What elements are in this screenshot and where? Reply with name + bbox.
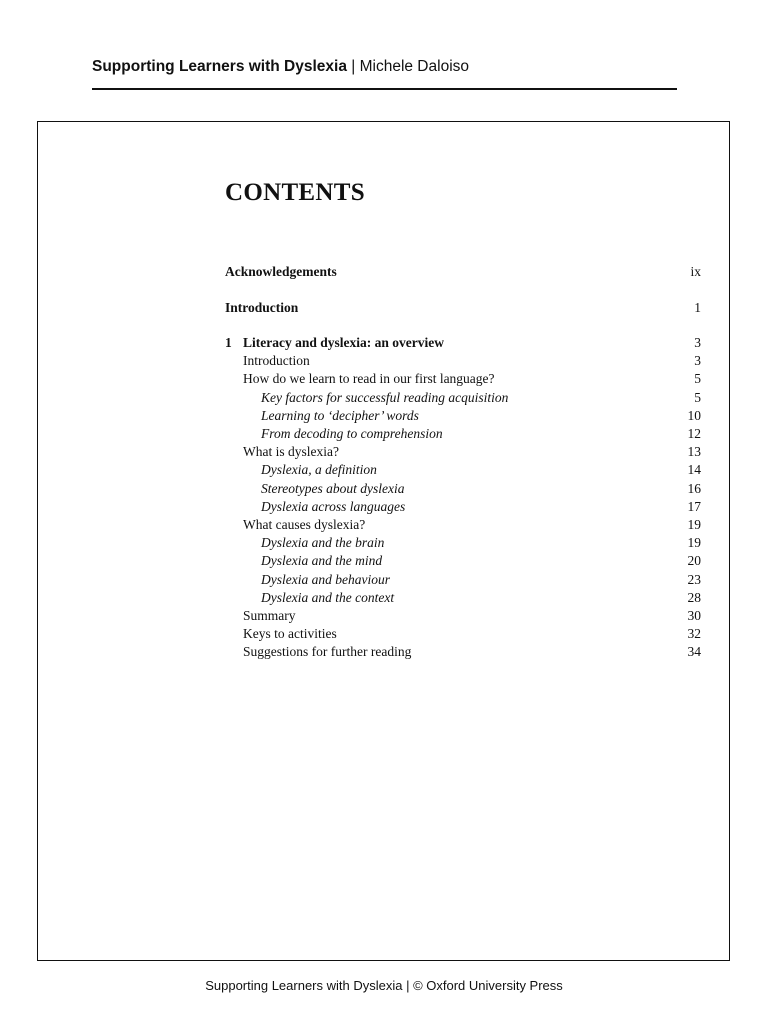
toc-entry-text: How do we learn to read in our first language? <box>243 371 495 387</box>
toc-entry <box>225 425 701 443</box>
toc-entry-label <box>261 534 384 552</box>
toc-entry <box>225 370 701 388</box>
toc-page-number: 20 <box>687 553 701 569</box>
page-footer: Supporting Learners with Dyslexia | © Oxford University Press <box>205 978 563 993</box>
toc-entry <box>225 571 701 589</box>
toc-entry <box>225 263 701 281</box>
toc-entry-label <box>261 552 382 570</box>
toc-entry-label <box>261 407 419 425</box>
header-book-title: Supporting Learners with Dyslexia <box>92 58 347 75</box>
toc-page-number: 3 <box>694 353 701 369</box>
toc-entry-text: Stereotypes about dyslexia <box>261 480 405 496</box>
toc-entry-text: Literacy and dyslexia: an overview <box>243 335 444 350</box>
toc-page-number: 5 <box>694 371 701 387</box>
toc-entry <box>225 516 701 534</box>
toc-entry <box>225 299 701 317</box>
toc-entry-label <box>243 370 495 388</box>
header-separator: | <box>346 58 360 75</box>
toc-entry <box>225 643 701 661</box>
toc-entry-label <box>261 425 443 443</box>
toc-entry-label <box>261 589 394 607</box>
toc-entry-label <box>243 516 365 534</box>
toc-entry-text: What is dyslexia? <box>243 444 339 460</box>
toc-entry <box>225 480 701 498</box>
header-author: Michele Daloiso <box>359 58 470 75</box>
toc-entry-label <box>243 643 411 661</box>
toc-page-number: 19 <box>687 535 701 551</box>
toc-entry-label <box>225 334 444 352</box>
toc-entry-text: Key factors for successful reading acquisition <box>261 389 509 405</box>
toc-entry-text: Dyslexia, a definition <box>261 462 377 478</box>
toc-entry <box>225 443 701 461</box>
toc-entry-text: Dyslexia and the brain <box>261 535 385 551</box>
toc-page-number: 30 <box>687 608 701 624</box>
toc-entry-text: Summary <box>243 608 296 624</box>
toc-entry <box>225 334 701 352</box>
running-header <box>92 56 677 90</box>
toc-entry-label <box>243 607 296 625</box>
toc-entry-text: Suggestions for further reading <box>243 644 412 660</box>
toc-page-number: ix <box>690 264 701 279</box>
toc-entry <box>225 552 701 570</box>
toc-entry-text: Dyslexia and behaviour <box>261 571 390 587</box>
toc-entry-text: From decoding to comprehension <box>261 426 443 442</box>
toc-page-number: 19 <box>687 517 701 533</box>
toc-entry-label <box>225 299 298 317</box>
toc-page-number: 17 <box>687 498 701 514</box>
toc-entry-label <box>243 625 337 643</box>
toc-page-number: 3 <box>694 335 701 350</box>
toc-page-number: 12 <box>687 426 701 442</box>
toc-entry-label <box>243 352 310 370</box>
toc-entry <box>225 461 701 479</box>
toc-entry <box>225 498 701 516</box>
toc-chapter-number: 1 <box>225 335 232 350</box>
toc-entry <box>225 625 701 643</box>
toc-page-number: 23 <box>687 571 701 587</box>
toc-page-number: 32 <box>687 626 701 642</box>
toc-entry <box>225 389 701 407</box>
toc-entry-label <box>261 498 405 516</box>
toc-entry-text: Learning to ‘decipher’ words <box>261 407 419 423</box>
toc-entry <box>225 407 701 425</box>
toc-page-number: 28 <box>687 589 701 605</box>
toc-entry-text: Dyslexia and the context <box>261 589 395 605</box>
toc-page-number: 34 <box>687 644 701 660</box>
toc-entry-text: Introduction <box>243 353 310 369</box>
toc-entry-label <box>261 480 404 498</box>
toc-entry-label <box>243 443 339 461</box>
toc-entry-text: Dyslexia across languages <box>261 498 406 514</box>
toc-entry-text: Introduction <box>225 299 299 315</box>
toc-page-number: 1 <box>694 299 701 315</box>
toc-page-number: 5 <box>694 389 701 405</box>
toc-entry-label <box>261 571 390 589</box>
toc-entry <box>225 352 701 370</box>
contents-title: CONTENTS <box>225 179 365 206</box>
toc-entry-text: What causes dyslexia? <box>243 517 366 533</box>
toc-page-number: 16 <box>687 480 701 496</box>
toc-entry-text: Keys to activities <box>243 626 337 642</box>
toc-entry-label <box>225 263 337 281</box>
toc-entry <box>225 607 701 625</box>
toc-page-number: 13 <box>687 444 701 460</box>
toc-page-number: 14 <box>687 462 701 478</box>
toc-entry-label <box>261 389 508 407</box>
toc-page-number: 10 <box>687 407 701 423</box>
toc-entry-text: Acknowledgements <box>225 264 337 279</box>
toc-entry <box>225 534 701 552</box>
table-of-contents <box>225 263 701 662</box>
toc-entry-text: Dyslexia and the mind <box>261 553 383 569</box>
toc-entry <box>225 589 701 607</box>
toc-entry-label <box>261 461 377 479</box>
